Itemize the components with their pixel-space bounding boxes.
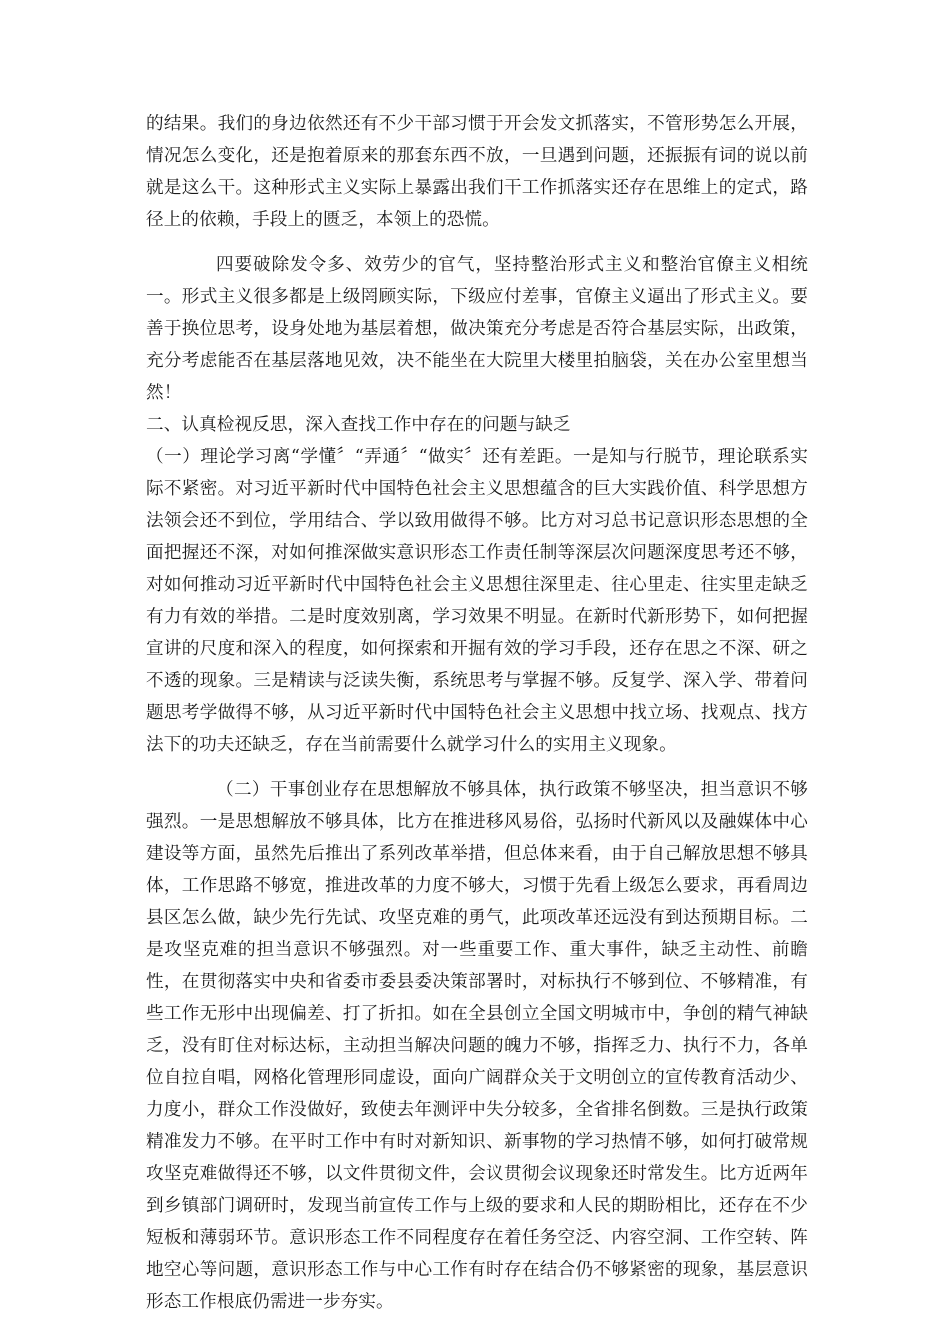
section-heading-two: 二、认真检视反思，深入查找工作中存在的问题与缺乏 bbox=[146, 415, 571, 435]
document-page bbox=[146, 108, 808, 1318]
paragraph-entrepreneurship: （二）干事创业存在思想解放不够具体，执行政策不够坚决，担当意识不够强烈。一是思想解放不够具体，比方在推进移风易俗，弘扬时代新风以及融媒体中心建设等方面，虽然先后推出了系列改革举措，但总体来看，由于自己解放思想不够具体，工作思路不够宽，推进改革的力度不够大，习惯于先看上级怎么要求，再看周边县区怎么做，缺少先行先试、攻坚克难的勇气，此项改革还远没有到达预期目标。二是攻坚克难的担当意识不够强烈。对一些重要工作、重大事件，缺乏主动性、前瞻性，在贯彻落实中央和省委市委县委决策部署时，对标执行不够到位、不够精准，有些工作无形中出现偏差、打了折扣。如在全县创立全国文明城市中，争创的精气神缺乏，没有盯住对标达标，主动担当解决问题的魄力不够，指挥乏力、执行不力，各单位自拉自唱，网格化管理形同虚设，面向广阔群众关于文明创立的宣传教育活动少、力度小，群众工作没做好，致使去年测评中失分较多，全省排名倒数。三是执行政策精准发力不够。在平时工作中有时对新知识、新事物的学习热情不够，如何打破常规攻坚克难做得还不够，以文件贯彻文件，会议贯彻会议现象还时常发生。比方近两年到乡镇部门调研时，发现当前宣传工作与上级的要求和人民的期盼相比，还存在不少短板和薄弱环节。意识形态工作不同程度存在着任务空泛、内容空洞、工作空转、阵地空心等问题，意识形态工作与中心工作有时存在结合仍不够紧密的现象，基层意识形态工作根底仍需进一步夯实。 bbox=[146, 780, 808, 1312]
paragraph-results: 的结果。我们的身边依然还有不少干部习惯于开会发文抓落实，不管形势怎么开展，情况怎么变化，还是抱着原来的那套东西不放，一旦遇到问题，还振振有词的说以前就是这么干。这种形式主义实际上暴露出我们干工作抓落实还存在思维上的定式，路径上的依赖，手段上的匮乏，本领上的恐慌。 bbox=[146, 114, 808, 230]
paragraph-point-four: 四要破除发令多、效劳少的官气，坚持整治形式主义和整治官僚主义相统一。形式主义很多都是上级罔顾实际，下级应付差事，官僚主义逼出了形式主义。要善于换位思考，设身处地为基层着想，做决策充分考虑是否符合基层实际，出政策，充分考虑能否在基层落地见效，决不能坐在大院里大楼里拍脑袋，关在办公室里想当然！ bbox=[146, 255, 808, 403]
paragraph-theory-study: （一）理论学习离“学懂〞“弄通〞“做实〞还有差距。一是知与行脱节，理论联系实际不紧密。对习近平新时代中国特色社会主义思想蕴含的巨大实践价值、科学思想方法领会还不到位，学用结合、学以致用做得不够。比方对习总书记意识形态思想的全面把握还不深，对如何推深做实意识形态工作责任制等深层次问题深度思考还不够，对如何推动习近平新时代中国特色社会主义思想往深里走、往心里走、往实里走缺乏有力有效的举措。二是时度效别离，学习效果不明显。在新时代新形势下，如何把握宣讲的尺度和深入的程度，如何探索和开掘有效的学习手段，还存在思之不深、研之不透的现象。三是精读与泛读失衡，系统思考与掌握不够。反复学、深入学、带着问题思考学做得不够，从习近平新时代中国特色社会主义思想中找立场、找观点、找方法下的功夫还缺乏，存在当前需要什么就学习什么的实用主义现象。 bbox=[146, 447, 808, 755]
